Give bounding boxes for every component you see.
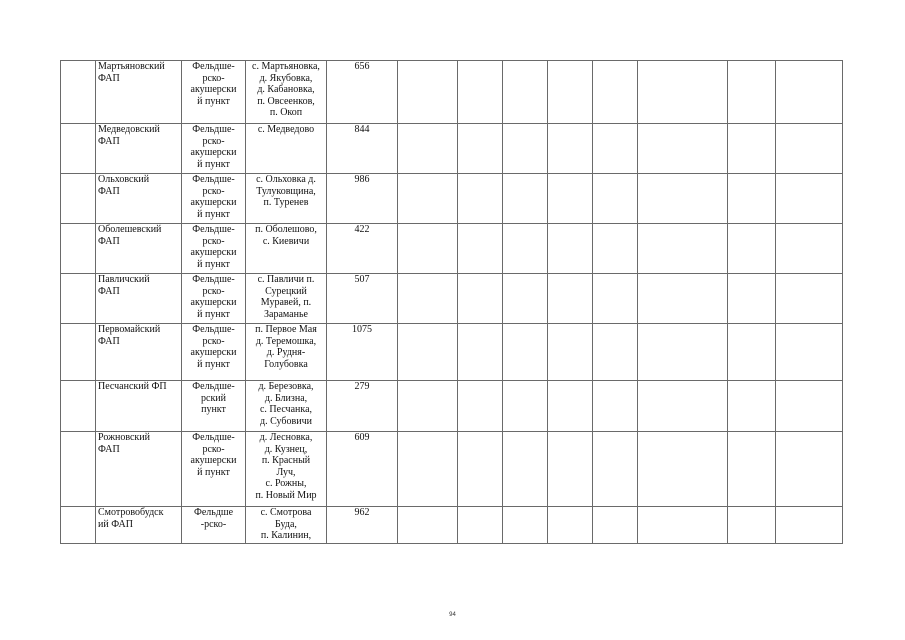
blank-cell [593, 61, 638, 124]
population-cell: 656 [327, 61, 398, 124]
facility-type-cell: Фельдше- рско- акушерски й пункт [182, 432, 246, 507]
localities-cell: д. Лесновка, д. Кузнец, п. Красный Луч, с. Рожны, п. Новый Мир [246, 432, 327, 507]
blank-cell [728, 324, 776, 381]
fap-name-cell: Смотровобудск ий ФАП [96, 507, 182, 544]
blank-cell [776, 124, 843, 174]
blank-cell [61, 174, 96, 224]
blank-cell [61, 432, 96, 507]
localities-cell: п. Оболешово, с. Киевичи [246, 224, 327, 274]
blank-cell [638, 381, 728, 432]
blank-cell [776, 381, 843, 432]
blank-cell [503, 124, 548, 174]
blank-cell [458, 124, 503, 174]
facility-type-cell: Фельдше- рско- акушерски й пункт [182, 224, 246, 274]
blank-cell [593, 274, 638, 324]
fap-table [60, 60, 843, 544]
facility-type-cell: Фельдше- рско- акушерски й пункт [182, 274, 246, 324]
blank-cell [503, 507, 548, 544]
fap-name-cell: Ольховский ФАП [96, 174, 182, 224]
table-row [61, 61, 843, 124]
fap-name-cell: Медведовский ФАП [96, 124, 182, 174]
blank-cell [61, 324, 96, 381]
blank-cell [638, 274, 728, 324]
blank-cell [728, 381, 776, 432]
blank-cell [638, 61, 728, 124]
population-cell: 609 [327, 432, 398, 507]
blank-cell [728, 274, 776, 324]
blank-cell [593, 381, 638, 432]
blank-cell [503, 432, 548, 507]
blank-cell [548, 381, 593, 432]
blank-cell [503, 224, 548, 274]
blank-cell [61, 274, 96, 324]
population-cell: 962 [327, 507, 398, 544]
blank-cell [548, 274, 593, 324]
table-row [61, 381, 843, 432]
blank-cell [776, 274, 843, 324]
localities-cell: с. Павличи п. Сурецкий Муравей, п. Зараманье [246, 274, 327, 324]
blank-cell [593, 324, 638, 381]
blank-cell [503, 61, 548, 124]
blank-cell [728, 507, 776, 544]
blank-cell [728, 174, 776, 224]
blank-cell [548, 61, 593, 124]
blank-cell [458, 324, 503, 381]
table-row [61, 507, 843, 544]
blank-cell [61, 61, 96, 124]
fap-name-cell: Рожновский ФАП [96, 432, 182, 507]
blank-cell [593, 224, 638, 274]
localities-cell: с. Мартьяновка, д. Якубовка, д. Кабановка, п. Овсеенков, п. Окоп [246, 61, 327, 124]
blank-cell [458, 432, 503, 507]
blank-cell [548, 174, 593, 224]
population-cell: 279 [327, 381, 398, 432]
blank-cell [61, 124, 96, 174]
blank-cell [398, 507, 458, 544]
fap-name-cell: Оболешевский ФАП [96, 224, 182, 274]
blank-cell [398, 174, 458, 224]
facility-type-cell: Фельдше -рско- [182, 507, 246, 544]
blank-cell [398, 224, 458, 274]
blank-cell [503, 274, 548, 324]
blank-cell [61, 224, 96, 274]
facility-type-cell: Фельдше- рско- акушерски й пункт [182, 174, 246, 224]
population-cell: 844 [327, 124, 398, 174]
blank-cell [638, 507, 728, 544]
blank-cell [398, 381, 458, 432]
localities-cell: д. Березовка, д. Близна, с. Песчанка, д. Субовичи [246, 381, 327, 432]
blank-cell [503, 324, 548, 381]
localities-cell: с. Смотрова Буда, п. Калинин, [246, 507, 327, 544]
table-row [61, 224, 843, 274]
facility-type-cell: Фельдше- рско- акушерски й пункт [182, 61, 246, 124]
blank-cell [593, 507, 638, 544]
table-row [61, 324, 843, 381]
facility-type-cell: Фельдше- рско- акушерски й пункт [182, 124, 246, 174]
blank-cell [548, 224, 593, 274]
blank-cell [728, 61, 776, 124]
localities-cell: с. Ольховка д. Тулуковщина, п. Туренев [246, 174, 327, 224]
localities-cell: п. Первое Мая д. Теремошка, д. Рудня- Голубовка [246, 324, 327, 381]
blank-cell [593, 432, 638, 507]
blank-cell [638, 324, 728, 381]
fap-name-cell: Мартьяновский ФАП [96, 61, 182, 124]
blank-cell [398, 61, 458, 124]
blank-cell [638, 174, 728, 224]
blank-cell [776, 507, 843, 544]
fap-name-cell: Первомайский ФАП [96, 324, 182, 381]
facility-type-cell: Фельдше- рско- акушерски й пункт [182, 324, 246, 381]
population-cell: 422 [327, 224, 398, 274]
blank-cell [61, 507, 96, 544]
table-row [61, 432, 843, 507]
blank-cell [398, 432, 458, 507]
blank-cell [776, 174, 843, 224]
blank-cell [638, 124, 728, 174]
blank-cell [728, 432, 776, 507]
blank-cell [458, 174, 503, 224]
fap-name-cell: Павличский ФАП [96, 274, 182, 324]
table-row [61, 274, 843, 324]
blank-cell [548, 124, 593, 174]
blank-cell [776, 324, 843, 381]
blank-cell [593, 174, 638, 224]
blank-cell [593, 124, 638, 174]
blank-cell [458, 274, 503, 324]
blank-cell [458, 224, 503, 274]
page-number: 94 [449, 612, 456, 618]
blank-cell [548, 324, 593, 381]
blank-cell [458, 507, 503, 544]
blank-cell [458, 381, 503, 432]
localities-cell: с. Медведово [246, 124, 327, 174]
blank-cell [503, 381, 548, 432]
table-row [61, 174, 843, 224]
blank-cell [398, 124, 458, 174]
blank-cell [776, 432, 843, 507]
blank-cell [638, 432, 728, 507]
blank-cell [728, 224, 776, 274]
blank-cell [548, 432, 593, 507]
blank-cell [503, 174, 548, 224]
blank-cell [728, 124, 776, 174]
blank-cell [776, 224, 843, 274]
population-cell: 986 [327, 174, 398, 224]
population-cell: 1075 [327, 324, 398, 381]
blank-cell [776, 61, 843, 124]
population-cell: 507 [327, 274, 398, 324]
blank-cell [61, 381, 96, 432]
blank-cell [458, 61, 503, 124]
blank-cell [398, 324, 458, 381]
blank-cell [638, 224, 728, 274]
blank-cell [398, 274, 458, 324]
fap-name-cell: Песчанский ФП [96, 381, 182, 432]
facility-type-cell: Фельдше- рский пункт [182, 381, 246, 432]
table-row [61, 124, 843, 174]
blank-cell [548, 507, 593, 544]
table-body [61, 61, 843, 544]
